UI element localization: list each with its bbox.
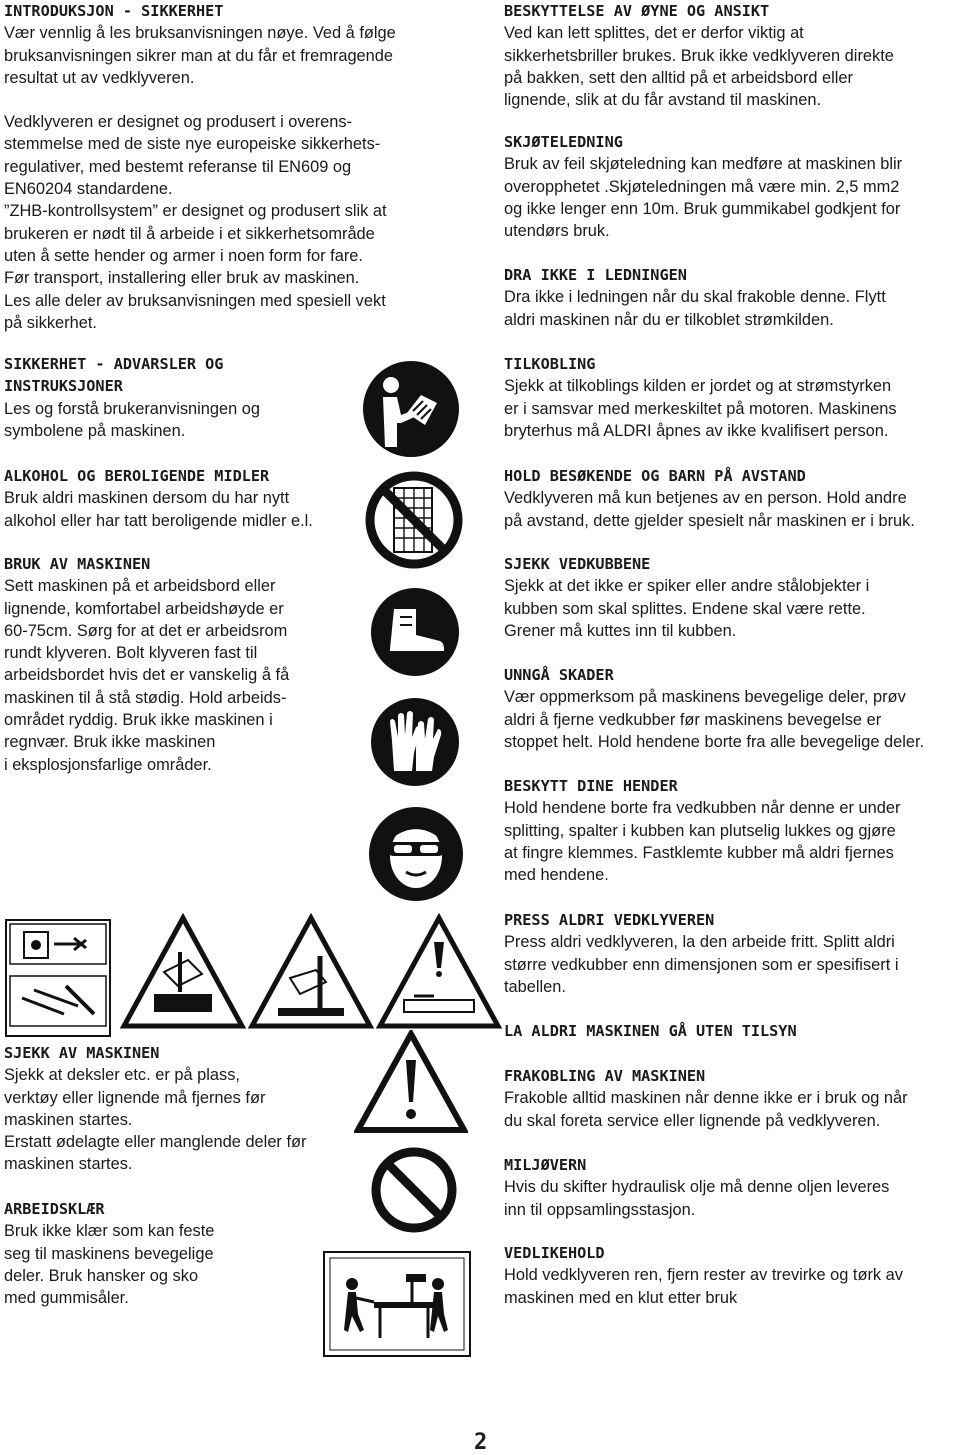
no-grid-icon — [364, 470, 464, 570]
maintenance-text: Hold vedklyveren ren, fjern rester av trevirke og tørk av maskinen med en klut etter bruk — [504, 1266, 903, 1307]
use-section — [4, 553, 344, 776]
maintenance-heading: VEDLIKEHOLD — [504, 1244, 605, 1262]
exclamation-warning-icon — [354, 1030, 468, 1134]
visitors-section — [504, 465, 960, 532]
clothes-text: Bruk ikke klær som kan feste seg til maskinens bevegelige deler. Bruk hansker og sko med gummisåler. — [4, 1222, 215, 1308]
injury-section — [504, 664, 960, 753]
environment-heading: MILJØVERN — [504, 1156, 587, 1174]
press-heading: PRESS ALDRI VEDKLYVEREN — [504, 911, 715, 929]
safety-text: Les og forstå brukeranvisningen og symbolene på maskinen. — [4, 399, 261, 440]
unplug-warning-icon — [4, 918, 112, 1038]
visitors-text: Vedklyveren må kun betjenes av en person. Hold andre på avstand, dette gjelder spesielt når maskinen er i bruk. — [504, 489, 915, 530]
workbench-operator-icon — [322, 1250, 472, 1358]
check-text: Sjekk at deksler etc. er på plass, verktøy eller lignende må fjernes før maskinen startes. Erstatt ødelagte eller manglende deler før maskinen startes. — [4, 1066, 307, 1174]
alcohol-text: Bruk aldri maskinen dersom du har nytt alkohol eller har tatt beroligende midler e.l. — [4, 489, 313, 530]
cord-heading: DRA IKKE I LEDNINGEN — [504, 266, 687, 284]
hands-section — [504, 775, 956, 886]
safety-section — [4, 353, 364, 442]
connect-section — [504, 353, 956, 442]
clothes-section — [4, 1198, 304, 1309]
cord-text: Dra ikke i ledningen når du skal frakoble denne. Flytt aldri maskinen når du er tilkoblet strømkilden. — [504, 288, 886, 329]
maintenance-section — [504, 1242, 956, 1309]
face-protection-icon — [368, 806, 464, 902]
disconnect-section — [504, 1065, 956, 1132]
intro-paragraph-1: Vær vennlig å les bruksanvisningen nøye. Ved å følge bruksanvisningen sikrer man at du får et fremragende resultat ut av vedklyveren. — [4, 24, 396, 87]
hands-text: Hold hendene borte fra vedkubben når denne er under splitting, spalter i kubben kan plutselig lukkes og gjøre at fingre klemmes. Fastklemte kubber må aldri fjernes med hendene. — [504, 799, 901, 885]
log-split-warning-icon — [374, 912, 504, 1032]
intro-paragraph-2: Vedklyveren er designet og produsert i overens- stemmelse med de siste nye europeiske sikkerhets- regulativer, med bestemt referanse til EN609 og EN60204 standardene. ”ZHB-kontrollsystem” er designet og produsert slik at brukeren er nødt til å arbeide i et sikkerhetsområde uten å sette hender og armer i noen form for fare. Før transport, installering eller bruk av maskinen. Les alle deler av bruksanvisningen med spesiell vekt på sikkerhet. — [4, 113, 387, 332]
injury-heading: UNNGÅ SKADER — [504, 666, 614, 684]
safety-boot-icon — [370, 587, 460, 677]
extension-heading: SKJØTELEDNING — [504, 133, 623, 151]
intro-section — [4, 0, 464, 334]
use-heading: BRUK AV MASKINEN — [4, 555, 151, 573]
disconnect-text: Frakoble alltid maskinen når denne ikke er i bruk og når du skal foreta service eller lignende på vedklyveren. — [504, 1089, 908, 1130]
cord-section — [504, 264, 956, 331]
environment-section — [504, 1154, 956, 1221]
hand-crush-warning-icon — [118, 912, 248, 1032]
alcohol-heading: ALKOHOL OG BEROLIGENDE MIDLER — [4, 467, 270, 485]
clothes-heading: ARBEIDSKLÆR — [4, 1200, 105, 1218]
read-manual-icon — [361, 359, 461, 459]
press-section — [504, 909, 956, 998]
extension-text: Bruk av feil skjøteledning kan medføre at maskinen blir overopphetet .Skjøteledningen må være min. 2,5 mm2 og ikke lenger enn 10m. Bruk gummikabel godkjent for utendørs bruk. — [504, 155, 903, 241]
connect-heading: TILKOBLING — [504, 355, 596, 373]
extension-section — [504, 131, 956, 242]
connect-text: Sjekk at tilkoblings kilden er jordet og at strømstyrken er i samsvar med merkeskiltet på motoren. Maskinens bryterhus må ALDRI åpnes av ikke kvalifisert person. — [504, 377, 897, 440]
logs-section — [504, 553, 956, 642]
use-text: Sett maskinen på et arbeidsbord eller lignende, komfortabel arbeidshøyde er 60-75cm. Sørg for at det er arbeidsrom rundt klyveren. Bolt klyveren fast til arbeidsbordet hvis det er vanskelig å få maskinen til å stå stødig. Hold arbeids- området ryddig. Bruk ikke maskinen i regnvær. Bruk ikke maskinen i eksplosjonsfarlige områder. — [4, 577, 290, 774]
eyes-section — [504, 0, 956, 111]
environment-text: Hvis du skifter hydraulisk olje må denne oljen leveres inn til oppsamlingsstasjon. — [504, 1178, 890, 1219]
logs-text: Sjekk at det ikke er spiker eller andre stålobjekter i kubben som skal splittes. Endene skal være rette. Grener må kuttes inn til kubben. — [504, 577, 870, 640]
check-section — [4, 1042, 364, 1176]
logs-heading: SJEKK VEDKUBBENE — [504, 555, 651, 573]
disconnect-heading: FRAKOBLING AV MASKINEN — [504, 1067, 706, 1085]
check-heading: SJEKK AV MASKINEN — [4, 1044, 160, 1062]
unattended-heading: LA ALDRI MASKINEN GÅ UTEN TILSYN — [504, 1022, 797, 1040]
page-number: 2 — [474, 1430, 488, 1455]
gloves-icon — [370, 697, 460, 787]
hand-split-warning-icon — [246, 912, 376, 1032]
alcohol-section — [4, 465, 384, 532]
press-text: Press aldri vedklyveren, la den arbeide fritt. Splitt aldri større vedkubber enn dimensjonen som er spesifisert i tabellen. — [504, 933, 899, 996]
eyes-text: Ved kan lett splittes, det er derfor viktig at sikkerhetsbriller brukes. Bruk ikke vedklyveren direkte på bakken, sett den alltid på et arbeidsbord eller lignende, slik at du får avstand til maskinen. — [504, 24, 894, 110]
visitors-heading: HOLD BESØKENDE OG BARN PÅ AVSTAND — [504, 467, 806, 485]
hands-heading: BESKYTT DINE HENDER — [504, 777, 678, 795]
prohibition-icon — [370, 1146, 458, 1234]
injury-text: Vær oppmerksom på maskinens bevegelige deler, prøv aldri å fjerne vedkubber før maskinens bevegelse er stoppet helt. Hold hendene borte fra alle bevegelige deler. — [504, 688, 925, 751]
intro-heading: INTRODUKSJON - SIKKERHET — [4, 2, 224, 20]
unattended-section — [504, 1020, 956, 1042]
eyes-heading: BESKYTTELSE AV ØYNE OG ANSIKT — [504, 2, 770, 20]
safety-heading: SIKKERHET - ADVARSLER OG INSTRUKSJONER — [4, 355, 224, 396]
